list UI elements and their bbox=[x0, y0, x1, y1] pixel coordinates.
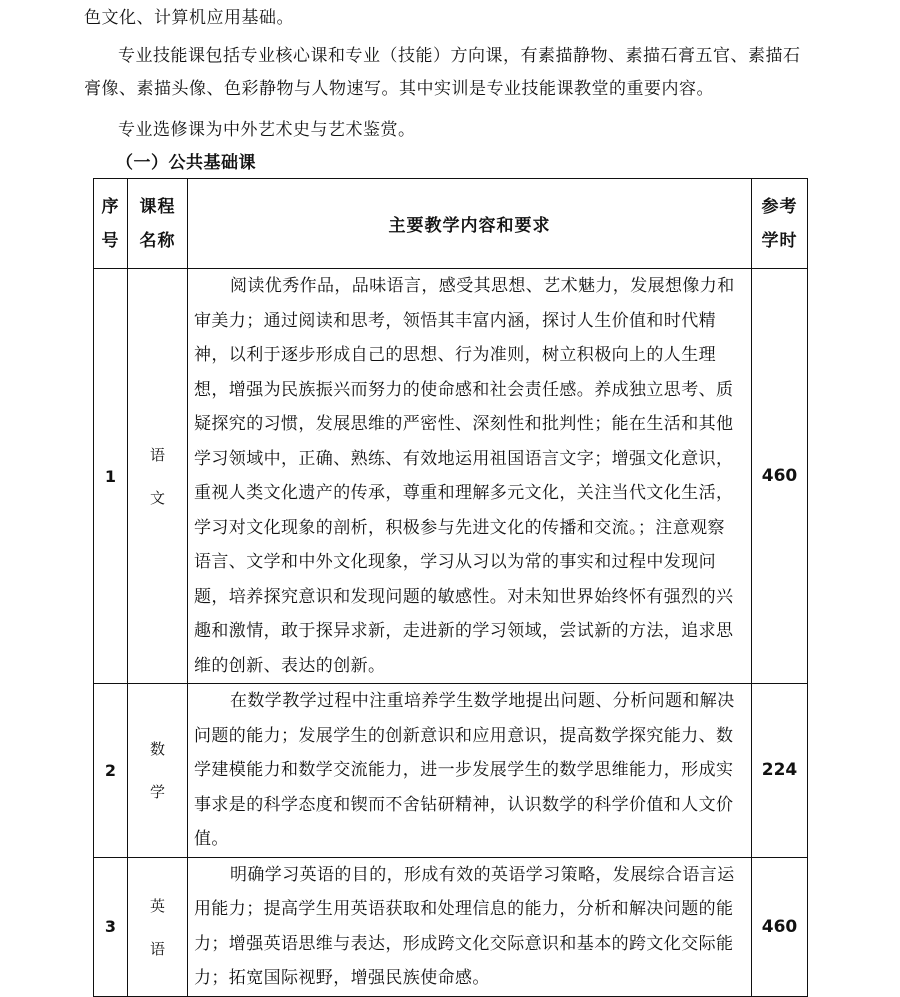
header-course-name-line2: 名称 bbox=[139, 230, 176, 251]
course-name-char: 语 bbox=[149, 446, 165, 464]
section-heading: （一）公共基础课 bbox=[116, 153, 256, 173]
intro-line-continuation: 色文化、计算机应用基础。 bbox=[84, 8, 294, 28]
course-name bbox=[128, 269, 188, 684]
table-row bbox=[94, 269, 808, 684]
course-hours: 460 bbox=[752, 857, 808, 996]
intro-paragraph-skills: 专业技能课包括专业核心课和专业（技能）方向课，有素描静物、素描石膏五官、素描石膏像、素描头像、色彩静物与人物速写。其中实训是专业技能课教堂的重要内容。 bbox=[84, 46, 801, 99]
course-name bbox=[128, 857, 188, 996]
course-table bbox=[93, 178, 808, 997]
table-row bbox=[94, 857, 808, 996]
course-name-char: 数 bbox=[149, 740, 165, 759]
course-content: 明确学习英语的目的，形成有效的英语学习策略，发展综合语言运用能力；提高学生用英语获取和处理信息的能力，分析和解决问题的能力；增强英语思维与表达，形成跨文化交际意识和基本的跨文化交际能力；拓宽国际视野，增强民族使命感。 bbox=[188, 857, 752, 996]
course-name-char: 学 bbox=[149, 783, 165, 802]
header-number bbox=[94, 179, 128, 269]
course-content: 在数学教学过程中注重培养学生数学地提出问题、分析问题和解决问题的能力；发展学生的创新意识和应用意识，提高数学探究能力、数学建模能力和数学交流能力，进一步发展学生的数学思维能力，形成实事求是的科学态度和锲而不舍钻研精神，认识数学的科学价值和人文价值。 bbox=[188, 684, 752, 858]
header-course-name-line1: 课程 bbox=[139, 196, 176, 217]
header-number-line2: 号 bbox=[101, 230, 120, 251]
header-hours-line1: 参考 bbox=[761, 196, 798, 217]
row-number: 3 bbox=[94, 857, 128, 996]
course-content: 阅读优秀作品，品味语言，感受其思想、艺术魅力，发展想像力和审美力；通过阅读和思考，领悟其丰富内涵，探讨人生价值和时代精神，以利于逐步形成自己的思想、行为准则，树立积极向上的人生理想，增强为民族振兴而努力的使命感和社会责任感。养成独立思考、质疑探究的习惯，发展思维的严密性、深刻性和批判性；能在生活和其他学习领域中，正确、熟练、有效地运用祖国语言文字；增强文化意识，重视人类文化遗产的传承，尊重和理解多元文化，关注当代文化生活，学习对文化现象的剖析，积极参与先进文化的传播和交流。；注意观察语言、文学和中外文化现象，学习从习以为常的事实和过程中发现问题，培养探究意识和发现问题的敏感性。对未知世界始终怀有强烈的兴趣和激情，敢于探异求新，走进新的学习领域，尝试新的方法，追求思维的创新、表达的创新。 bbox=[188, 269, 752, 684]
course-name-char: 语 bbox=[149, 939, 165, 958]
header-content: 主要教学内容和要求 bbox=[188, 179, 752, 269]
row-number: 2 bbox=[94, 684, 128, 858]
header-hours-line2: 学时 bbox=[761, 230, 798, 251]
intro-paragraph-elective: 专业选修课为中外艺术史与艺术鉴赏。 bbox=[118, 120, 416, 140]
course-hours: 460 bbox=[752, 269, 808, 684]
table-row bbox=[94, 684, 808, 858]
header-number-line1: 序 bbox=[101, 196, 120, 217]
row-number: 1 bbox=[94, 269, 128, 684]
course-hours: 224 bbox=[752, 684, 808, 858]
course-name-char: 文 bbox=[149, 489, 165, 507]
course-name bbox=[128, 684, 188, 858]
table-header-row bbox=[94, 179, 808, 269]
header-hours bbox=[752, 179, 808, 269]
header-course-name bbox=[128, 179, 188, 269]
course-name-char: 英 bbox=[149, 896, 165, 915]
